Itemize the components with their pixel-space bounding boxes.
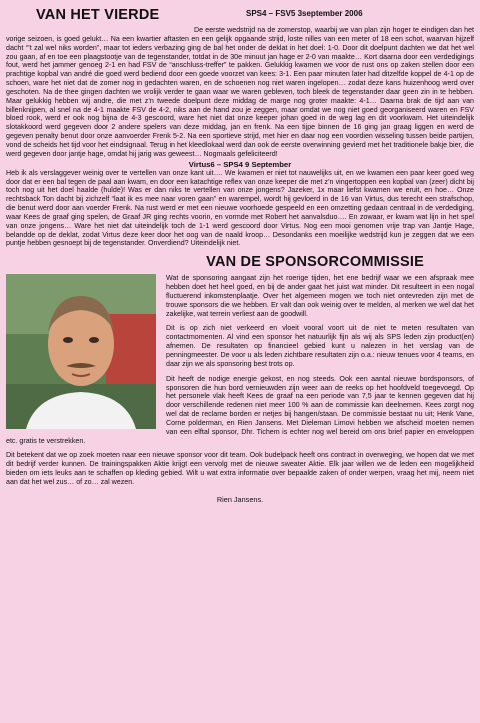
section-title-vierde: VAN HET VIERDE: [36, 7, 160, 23]
match-report-1: De eerste wedstrijd na de zomerstop, waarbij we van plan zijn hoger te eindigen dan het vorige seizoen, is goed gelukt… Na een kwartier aftasten en een gelijk opgaande strijd, loste nilles van een meter of 18 een schot, waarvan hijzelf dacht “’t zal wel niks worden”, maar tot ieders verbazing ging de bal het onder de deklat in het doel: 1-0. Door dit doelpunt dachten we dat het wel zou gaan, af en toe een plaagstootje van de tegenstander, totdat in de 30e minuut jan hage er 2-0 van maakte… Kort daarna door een verdedigings fout, werd het jammer genoeg 2-1 en had FSV de “anschluss-treffer” te pakken. Gelukkig kwamen we voor de rust ons op zaken stellen door een prachtige kopbal van andré die goed werd bediend door een goede voorzet van kees: 3-1. Een paar minuten later had ditzelfde koppel de 4-1 op de schoen, ware het niet dat de zomer nog in gedachten waren, en de schoenen nog niet waren ingelopen… zodat deze kans huizenhoog werd over geschoten. Na de thee gingen dachten we vrolijk verder te gaan waar we waren gebleven, toch bleek de tegenstander daar geen zin in te hebben. Maar gelukkig hebben wij andre, die met z’n tweede doelpunt deze middag de marge nog groter maakte: 4-1… Daarna brak de tijd aan van billenknijpen, al snel na de 4-1 maakte FSV de 4-2, niks aan de hand zou je zeggen, maar omdat we nog niet goed georganiseerd waren en FSV bloed rook, werd er ook nog bijna de 4-3 gescoord, ware het niet dat onze keeper johan goed in de weg lag en dit voorkwam. Het uiteindelijk slotakkoord werd gegeven door 2 andere spelers van deze middag, jan en frenk. Na een tijpe binnen de 16 ging jan graag liggen en werd de gegeven penalty benut door onze aanvoerder Frenk 5-2. Na een sportieve strijd, met hier en daar nog een voordien wisseling tussen beide partijen, vond de scheids het tijd voor het eindsignaal. Terug in het kleedlokaal werd dan ook de eerste overwinning gevierd met het traditionele bakje bier, die werd gegeven door jantje hage, omdat hij jarig was geweest… Nogmaals gefeliciteerd!: [6, 26, 474, 158]
signature: Rien Jansens.: [216, 494, 264, 504]
section-title-sponsor: VAN DE SPONSORCOMMISSIE: [206, 254, 424, 271]
match-report-2: Heb ik als verslaggever weinig over te vertellen van onze kant uit…. We kwamen er niet tot nauwelijks uit, en we kwamen een paar keer goed weg door dat er een bal tegen de paal aan kwam, en door een katachtige reflex van onze keeper die met z’n vingertoppen een kopbal van (zeer) dicht bij toch nog uit het doel haalde (hulde)! Was er dan niks te vertellen van onze jongens? Jazeker, 1x maar liefst kwamen we eruit, en hoe… Onze rechtsback Ton dacht bij zichzelf “laat ik es mee naar voren gaan” en warempel, wordt hij gevloerd in de 16 van Virtus, dus terecht een strafschop, die benut werd door aan voerder Frenk. Na rust werd er met een nieuwe voorhoede gespeeld en een omzetting gedaan centraal in de verdediging, waar Kees de graaf ging spelen, de Graaf JR ging rechts voorin, en vormde met Robert het aanvalsduo…. En zowaar, er kwam wat lijn in het spel van onze jongens… Ware het niet dat uiteindelijk toch de 1-1 werd gescoord door Virtus. Nog een mooi genomen vrije trap van Jantje Hage, belandde op de deklat, zodat Virtus deze keer door het oog van de naald kroop… Desondanks een moeilijke wedstrijd kun je zeggen dat we een puntje hebben gesnoept bij de tegenstander. Onverdiend? Uiteindelijk niet.: [6, 168, 474, 248]
sponsor-paragraph-2: Dit is op zich niet verkeerd en vloeit vooral voort uit de niet te meten resultaten van contactmomenten. Al vind een sponsor het natuurlijk fijn als wij als SPS leden zijn product(en) afnemen. De resultaten op financieel gebied kunt u nalezen in het verslag van de penningmeester. De voor u als leden zichtbare resultaten zijn o.a.: nieuw tenues voor 4 teams, en daar zijn we als sponsoring best trots op.: [166, 324, 474, 368]
portrait-photo-icon: [6, 274, 156, 429]
portrait-photo: [6, 274, 156, 429]
header-row: [6, 4, 474, 30]
match-heading-2: Virtus6 – SPS4 9 September: [188, 159, 292, 169]
sponsor-paragraph-3: Dit heeft de nodige energie gekost, en nog steeds. Ook een aantal nieuwe bordsponsors, of sponsoren die hun bord vernieuwden zijn weer aan de reeks op het hoofdveld toegevoegd. Op het personele vlak heeft Kees de graaf na een periode van 7,5 jaar te kennen gegeven dat hij door verschillende redenen niet meer 100 % aan de commissie kan deelnemen. Kees zorgt nog wel dat de reclame borden er netjes bij hangen/staan. De commissie bestaat nu uit; Henk Vane, Corne polderman, en Rien Jansens. Met Dieleman Limovi hebben we afscheid moeten nemen van een elftal sponsor, Dhr. Tichem is echter nog wel bereid om ons brief papier en enveloppen etc. gratis te verstrekken.: [6, 374, 474, 445]
sponsor-paragraph-4: Dit betekent dat we op zoek moeten naar een nieuwe sponsor voor dit team. Ook budelpack heeft ons contract in overweging, we hopen dat we met dit bedrijf verder kunnen. De trainingspakken Aktie krijgt een vervolg met de nieuwe sweater Aktie. Elk jaar willen we de leden een mogelijkheid bieden om iets leuks aan te schaffen op kleding gebied. Wilt u wat extra informatie over bepaalde zaken of onder werpen, vraag het mij, neem niet aan dat het wel zus… of zo… zal wezen.: [6, 451, 474, 486]
match-heading-1: SPS4 – FSV5 3september 2006: [246, 9, 363, 18]
sponsor-paragraph-1: Wat de sponsoring aangaat zijn het roerige tijden, het ene bedrijf waar we een afspraak mee hebben doet het heel goed, en bij de ander gaat het juist wat minder. Dit resulteert in een nogal fluctuerend inkomstenplaatje. Over het algemeen mogen we toch niet ontevreden zijn met de trouwe sponsors die we hebben. Er valt dan ook weinig over te melden, al merken we wel dat het zakelijke, wat terrein verliest aan de goodwill.: [166, 274, 474, 318]
sponsor-section: [6, 274, 474, 504]
